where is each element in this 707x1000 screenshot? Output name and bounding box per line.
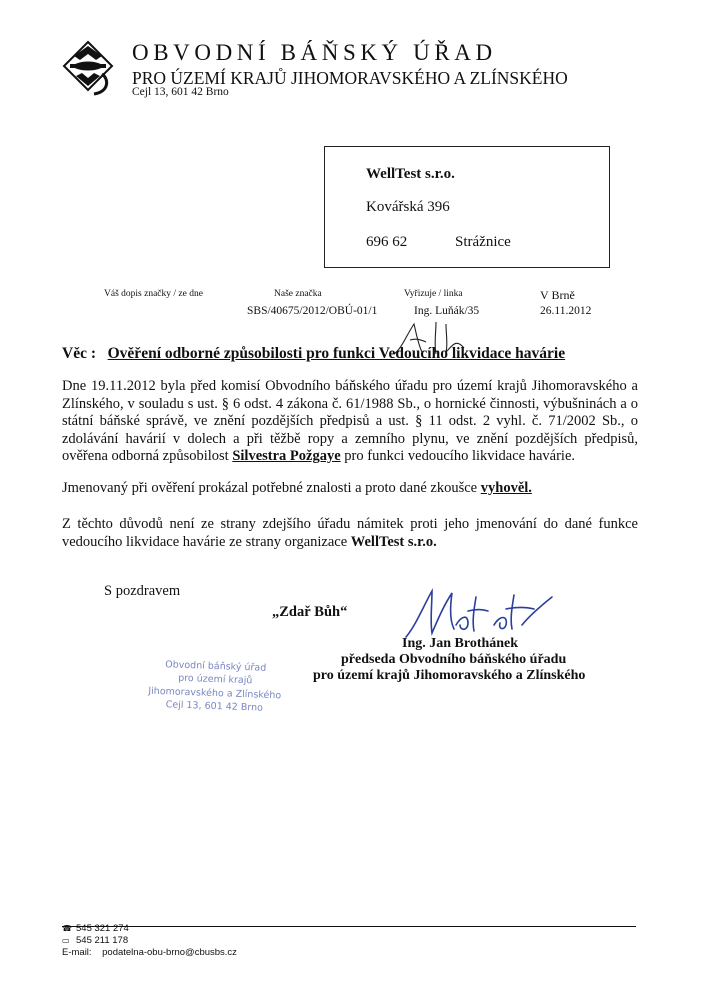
footer-fax [62, 935, 128, 946]
signatory-name: Ing. Jan Brothánek [402, 636, 519, 651]
fax-icon: ▭ [62, 936, 70, 945]
fax-number: 545 211 178 [76, 935, 129, 946]
body-paragraph-3 [62, 516, 638, 551]
recipient-zip: 696 62 [366, 234, 408, 250]
stamp-line-1: Obvodní báňský úřad [165, 659, 267, 674]
footer-rule [62, 926, 636, 927]
date: 26.11.2012 [540, 305, 592, 317]
handled-by-label: Vyřizuje / linka [404, 289, 463, 299]
mining-office-logo [62, 40, 114, 96]
signatory-role-1: předseda Obvodního báňského úřadu [341, 652, 567, 667]
p1-text-b: pro funkci vedoucího likvidace havárie. [344, 448, 576, 465]
signatory-role-2: pro území krajů Jihomoravského a Zlínského [313, 668, 586, 683]
p3-text: Z těchto důvodů není ze strany zdejšího úřadu námitek proti jeho jmenování do dané funkce vedoucího likvidace havárie ze strany organizace [62, 516, 638, 550]
greeting: S pozdravem [104, 583, 181, 599]
email-address: podatelna-obu-brno@cbusbs.cz [102, 947, 237, 958]
stamp-line-2: pro území krajů [177, 673, 253, 687]
recipient-city: Strážnice [455, 234, 511, 250]
your-letter-label: Váš dopis značky / ze dne [104, 289, 203, 299]
footer-phone [62, 923, 129, 934]
subject-label: Věc : [62, 345, 96, 362]
org-address: Cejl 13, 601 42 Brno [132, 86, 229, 98]
our-ref-label: Naše značka [274, 289, 322, 299]
org-subtitle: PRO ÚZEMÍ KRAJŮ JIHOMORAVSKÉHO A ZLÍNSKÉHO [132, 68, 568, 88]
recipient-street: Kovářská 396 [366, 199, 450, 215]
p1-text-a: Dne 19.11.2012 byla před komisí Obvodního báňského úřadu pro území krajů Jihomoravského a Zlínského, v souladu s ust. § 6 odst. 4 zákona č. 61/1988 Sb., o hornické činnosti, výbušninách a o státní báňské správě, ve znění pozdějších předpisů a ust. § 11 odst. 2 vyhl. č. 71/2002 Sb., o zdolávání havárií v dolech a při těžbě ropy a zemního plynu, ve znění pozdějších předpisů, ověřena odborná způsobilost [62, 378, 638, 465]
subject-text: Ověření odborné způsobilosti pro funkci Vedoucího likvidace havárie [107, 345, 566, 362]
office-stamp [139, 657, 291, 716]
place: V Brně [540, 288, 575, 302]
recipient-name: WellTest s.r.o. [366, 166, 455, 182]
p2-text: Jmenovaný při ověření prokázal potřebné znalosti a proto dané zkoušce [62, 480, 478, 496]
body-paragraph-2 [62, 480, 638, 498]
stamp-line-4: Cejl 13, 601 42 Brno [165, 699, 264, 714]
motto: „Zdař Bůh“ [272, 604, 348, 620]
org-title: OBVODNÍ BÁŇSKÝ ÚŘAD [132, 40, 497, 65]
handled-by-value: Ing. Luňák/35 [414, 305, 480, 317]
email-label: E-mail: [62, 947, 92, 958]
phone-icon: ☎ [62, 924, 72, 933]
exam-result: vyhověl. [480, 480, 532, 496]
footer-email [62, 947, 237, 958]
subject-line [62, 345, 565, 363]
phone-number: 545 321 274 [76, 923, 129, 934]
body-paragraph-1 [62, 378, 638, 466]
organization-name: WellTest s.r.o. [350, 533, 437, 550]
our-ref-value: SBS/40675/2012/OBÚ-01/1 [247, 305, 378, 317]
stamp-line-3: Jihomoravského a Zlínského [148, 685, 282, 702]
candidate-name: Silvestra Požgaye [232, 448, 341, 465]
